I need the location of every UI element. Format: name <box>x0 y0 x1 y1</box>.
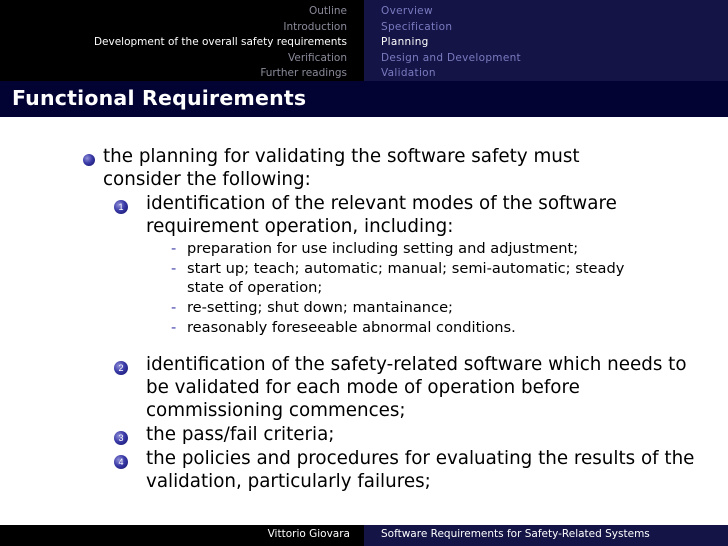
subitem-text-line: preparation for use including setting and adjustment; <box>187 240 579 257</box>
dash-bullet-icon: - <box>171 319 177 336</box>
item-1-text-line: requirement operation, including: <box>146 216 454 237</box>
header-navigation <box>0 0 728 81</box>
item-3-text-line: the pass/fail criteria; <box>146 424 335 445</box>
item-4-text-line: the policies and procedures for evaluating the results of the <box>146 448 695 469</box>
footer-author: Vittorio Giovara <box>267 528 350 540</box>
slide-content <box>0 117 728 520</box>
footer-title: Software Requirements for Safety-Related Systems <box>381 528 650 540</box>
footer-right <box>364 525 728 546</box>
enum-badge-4: 4 <box>114 455 128 469</box>
subitem-text-line: start up; teach; automatic; manual; semi-automatic; steady <box>187 260 625 277</box>
nav-subsection-validation[interactable]: Validation <box>381 67 436 79</box>
slide-title: Functional Requirements <box>12 86 307 110</box>
bullet-text-line: the planning for validating the software safety must <box>103 146 580 167</box>
nav-section-introduction[interactable]: Introduction <box>283 21 347 33</box>
nav-subsection-design[interactable]: Design and Development <box>381 52 521 64</box>
nav-section-verification[interactable]: Verification <box>288 52 347 64</box>
slide-title-bar <box>0 81 728 117</box>
nav-section-further-readings[interactable]: Further readings <box>260 67 347 79</box>
nav-subsection-planning[interactable]: Planning <box>381 36 429 48</box>
bullet-icon <box>83 154 95 166</box>
nav-section-outline[interactable]: Outline <box>309 5 347 17</box>
subitem-text-line: reasonably foreseeable abnormal conditions. <box>187 319 516 336</box>
subitem-text-line: state of operation; <box>187 279 323 296</box>
nav-subsection-overview[interactable]: Overview <box>381 5 433 17</box>
bullet-text-line: consider the following: <box>103 169 311 190</box>
dash-bullet-icon: - <box>171 240 177 257</box>
enum-badge-1: 1 <box>114 200 128 214</box>
subsection-nav <box>364 0 728 81</box>
dash-bullet-icon: - <box>171 260 177 277</box>
subitem-text-line: re-setting; shut down; mantainance; <box>187 299 453 316</box>
item-2-text-line: commissioning commences; <box>146 400 406 421</box>
section-nav <box>0 0 359 81</box>
item-1-text-line: identification of the relevant modes of the software <box>146 193 617 214</box>
item-2-text-line: be validated for each mode of operation before <box>146 377 580 398</box>
nav-section-development[interactable]: Development of the overall safety requirements <box>93 36 347 48</box>
nav-subsection-specification[interactable]: Specification <box>381 21 453 33</box>
dash-bullet-icon: - <box>171 299 177 316</box>
item-2-text-line: identification of the safety-related software which needs to <box>146 354 687 375</box>
enum-badge-3: 3 <box>114 431 128 445</box>
item-4-text-line: validation, particularly failures; <box>146 471 431 492</box>
enum-badge-2: 2 <box>114 361 128 375</box>
